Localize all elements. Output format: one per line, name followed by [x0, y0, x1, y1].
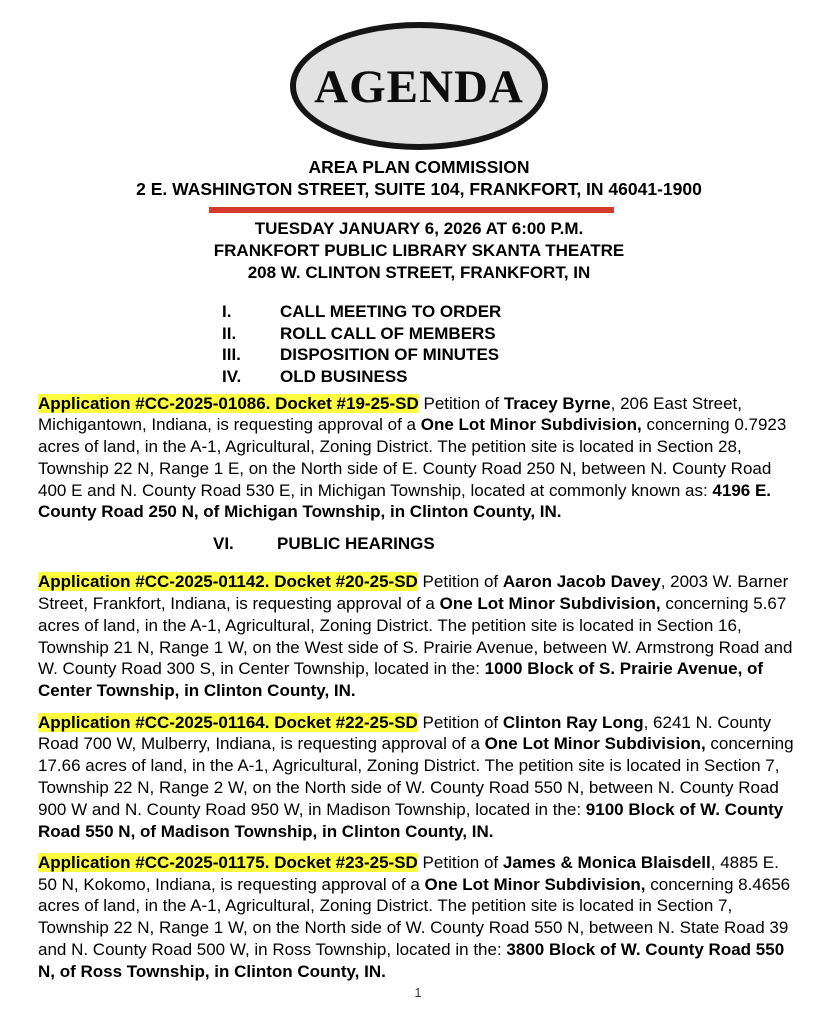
agenda-item-numeral: III.: [222, 345, 241, 364]
application-docket-highlight: Application #CC-2025-01086. Docket #19-25-SD: [38, 393, 419, 413]
old-business-applications: [38, 393, 800, 524]
agenda-item-label: OLD BUSINESS: [280, 366, 408, 386]
meeting-info: [38, 218, 800, 284]
red-divider-rule: [209, 207, 614, 213]
paragraph-text: Petition of: [417, 572, 503, 592]
paragraph-text: concerning 17.66 acres of land, in the A-1, Agricultural, Zoning District. The petition site is located in Section 7, Township 22 N, Range 2 W, on the North side of W. County Road 550 N, between N. County Road 900 W and N. County Road 950 W, in Madison Township, located in the:: [38, 734, 794, 819]
agenda-item-numeral: IV.: [222, 366, 242, 386]
public-hearings-heading: [38, 533, 800, 555]
paragraph-text: 4196 E. County Road 250 N, of Michigan Township, in Clinton County, IN.: [38, 480, 772, 522]
agenda-item: [38, 366, 800, 388]
paragraph-text: concerning 8.4656 acres of land, in the A-1, Agricultural, Zoning District. The petition site is located in Section 7, Township 22 N, Range 1 W, on the North side of W. County Road 550 N, between N. State Road 39 and N. County Road 500 W, in Ross Township, located in the:: [38, 874, 791, 960]
agenda-item: [38, 344, 800, 366]
meeting-venue-address: 208 W. CLINTON STREET, FRANKFORT, IN: [247, 263, 591, 282]
paragraph-text: Clinton Ray Long: [502, 712, 644, 732]
paragraph-text: 3800 Block of W. County Road 550 N, of Ross Township, in Clinton County, IN.: [38, 940, 785, 981]
page-number: 1: [414, 986, 422, 1000]
paragraph-text: Tracey Byrne: [503, 393, 611, 413]
meeting-datetime: TUESDAY JANUARY 6, 2026 AT 6:00 P.M.: [254, 219, 584, 238]
agenda-item: [38, 323, 800, 345]
application-docket-highlight: Application #CC-2025-01175. Docket #23-25-SD: [38, 852, 418, 872]
agenda-badge-label: AGENDA: [314, 61, 524, 113]
organization-header: [38, 156, 800, 200]
paragraph-text: Petition of: [417, 852, 503, 872]
agenda-badge: [290, 22, 548, 150]
paragraph-text: concerning 0.7923 acres of land, in the A-1, Agricultural, Zoning District. The petition site is located in Section 28, Township 22 N, Range 1 E, on the North side of E. County Road 250 N, between N. County Road 400 E and N. County Road 530 E, in Michigan Township, located at commonly known as:: [38, 415, 787, 500]
agenda-item-label: CALL MEETING TO ORDER: [280, 302, 502, 321]
application-docket-highlight: Application #CC-2025-01164. Docket #22-25-SD: [38, 712, 418, 732]
agenda-item-label: ROLL CALL OF MEMBERS: [280, 323, 496, 343]
meeting-venue: FRANKFORT PUBLIC LIBRARY SKANTA THEATRE: [213, 241, 625, 260]
agenda-list: [38, 301, 800, 387]
public-hearings-label: PUBLIC HEARINGS: [277, 534, 435, 554]
paragraph-text: 9100 Block of W. County Road 550 N, of Madison Township, in Clinton County, IN.: [38, 799, 784, 841]
paragraph-text: One Lot Minor Subdivision,: [424, 874, 646, 894]
agenda-item: [38, 301, 800, 323]
paragraph-text: Petition of: [417, 712, 503, 732]
paragraph-text: 1000 Block of S. Prairie Avenue, of Center Township, in Clinton County, IN.: [38, 659, 764, 701]
paragraph-text: , 6241 N. County Road 700 W, Mulberry, Indiana, is requesting approval of a: [38, 712, 772, 754]
application-paragraph: [38, 852, 800, 983]
agenda-item-label: DISPOSITION OF MINUTES: [280, 345, 500, 364]
application-paragraph: [38, 571, 800, 702]
public-hearings-numeral: VI.: [213, 534, 234, 554]
application-paragraph: [38, 712, 800, 843]
agenda-item-numeral: II.: [222, 323, 237, 343]
paragraph-text: Aaron Jacob Davey: [502, 572, 661, 592]
paragraph-text: One Lot Minor Subdivision,: [439, 594, 661, 614]
paragraph-text: , 206 East Street, Michigantown, Indiana, is requesting approval of a: [38, 393, 742, 435]
agenda-item-numeral: I.: [222, 302, 232, 321]
application-docket-highlight: Application #CC-2025-01142. Docket #20-25-SD: [38, 572, 418, 592]
paragraph-text: , 2003 W. Barner Street, Frankfort, Indiana, is requesting approval of a: [38, 572, 789, 614]
paragraph-text: One Lot Minor Subdivision,: [420, 415, 642, 435]
organization-address: 2 E. WASHINGTON STREET, SUITE 104, FRANKFORT, IN 46041-1900: [136, 179, 702, 199]
paragraph-text: Petition of: [418, 393, 504, 413]
application-paragraph: [38, 393, 800, 524]
paragraph-text: One Lot Minor Subdivision,: [484, 734, 706, 754]
organization-name: AREA PLAN COMMISSION: [308, 157, 530, 177]
public-hearings-applications: [38, 571, 800, 982]
paragraph-text: concerning 5.67 acres of land, in the A-1, Agricultural, Zoning District. The petition site is located in Section 16, Township 21 N, Range 1 W, on the West side of S. Prairie Avenue, between W. Armstrong Road and W. County Road 300 S, in Center Township, located in the:: [38, 594, 793, 679]
paragraph-text: James & Monica Blaisdell: [502, 852, 711, 872]
paragraph-text: , 4885 E. 50 N, Kokomo, Indiana, is requesting approval of a: [38, 852, 779, 894]
